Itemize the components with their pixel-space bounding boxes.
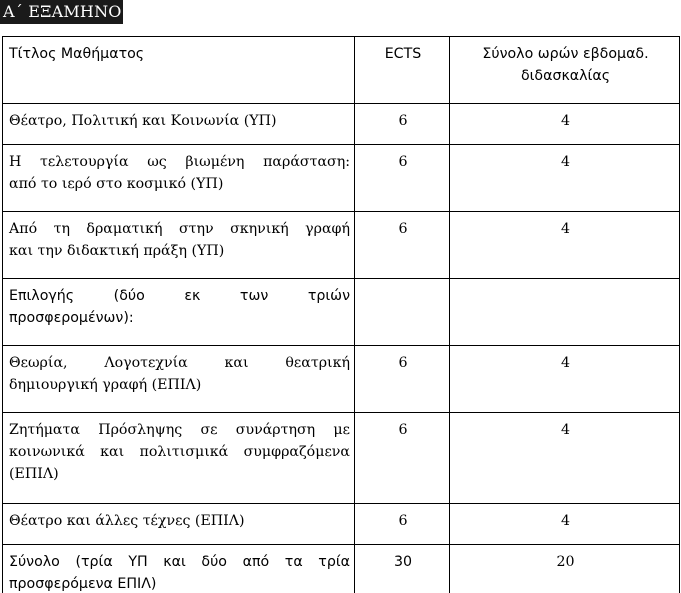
ects-cell: 6 [355, 104, 450, 145]
elective-heading-line: Επιλογής (δύο εκ των τριών [9, 288, 350, 304]
course-title-line: και την διδακτική πράξη (ΥΠ) [9, 243, 225, 259]
courses-table [2, 36, 680, 593]
hours-cell: 4 [450, 212, 680, 279]
course-title-cell [3, 346, 355, 413]
table-row [3, 346, 680, 413]
ects-cell [355, 279, 450, 346]
total-label-line: προσφερόμενα ΕΠΙΛ) [9, 576, 157, 592]
total-label-cell [3, 545, 355, 593]
table-row-total [3, 545, 680, 593]
table-row [3, 413, 680, 504]
elective-heading-line: προσφερομένων): [9, 310, 134, 326]
ects-cell: 6 [355, 413, 450, 504]
hours-cell: 4 [450, 145, 680, 212]
course-title-line: από το ιερό στο κοσμικό (ΥΠ) [9, 176, 224, 192]
course-title-line: Θεωρία, Λογοτεχνία και θεατρική [9, 355, 350, 371]
course-title-line: (ΕΠΙΛ) [9, 466, 59, 482]
header-weekly-hours: Σύνολο ωρών εβδομαδ. διδασκαλίας [450, 37, 680, 104]
table-row-elective-heading [3, 279, 680, 346]
hours-cell: 4 [450, 346, 680, 413]
course-title-cell [3, 104, 355, 145]
course-title-line: Ζητήματα Πρόσληψης σε συνάρτηση με [9, 422, 350, 438]
hours-cell: 4 [450, 104, 680, 145]
course-title-line: δημιουργική γραφή (ΕΠΙΛ) [9, 377, 202, 393]
header-course-title: Τίτλος Μαθήματος [3, 37, 355, 104]
table-row [3, 504, 680, 545]
course-title-cell [3, 145, 355, 212]
table-row [3, 145, 680, 212]
elective-heading-cell [3, 279, 355, 346]
total-label-line: Σύνολο (τρία ΥΠ και δύο από τα τρία [9, 554, 350, 570]
table-row [3, 212, 680, 279]
ects-cell: 6 [355, 346, 450, 413]
table-row [3, 104, 680, 145]
header-ects: ECTS [355, 37, 450, 104]
course-title-line: κοινωνικά και πολιτισμικά συμφραζόμενα [9, 444, 350, 460]
hours-cell: 4 [450, 413, 680, 504]
semester-title: Α΄ ΕΞΑΜΗΝΟ [0, 0, 123, 24]
ects-cell: 6 [355, 212, 450, 279]
total-ects-cell: 30 [355, 545, 450, 593]
total-hours-cell: 20 [450, 545, 680, 593]
hours-cell [450, 279, 680, 346]
course-title-cell [3, 413, 355, 504]
course-title-line: Η τελετουργία ως βιωμένη παράσταση: [9, 154, 350, 170]
course-title-line: Θέατρο, Πολιτική και Κοινωνία (ΥΠ) [9, 113, 277, 129]
course-title-line: Από τη δραματική στην σκηνική γραφή [9, 221, 350, 237]
course-title-line: Θέατρο και άλλες τέχνες (ΕΠΙΛ) [9, 513, 245, 529]
ects-cell: 6 [355, 145, 450, 212]
ects-cell: 6 [355, 504, 450, 545]
hours-cell: 4 [450, 504, 680, 545]
table-header-row [3, 37, 680, 104]
course-title-cell [3, 504, 355, 545]
course-title-cell [3, 212, 355, 279]
